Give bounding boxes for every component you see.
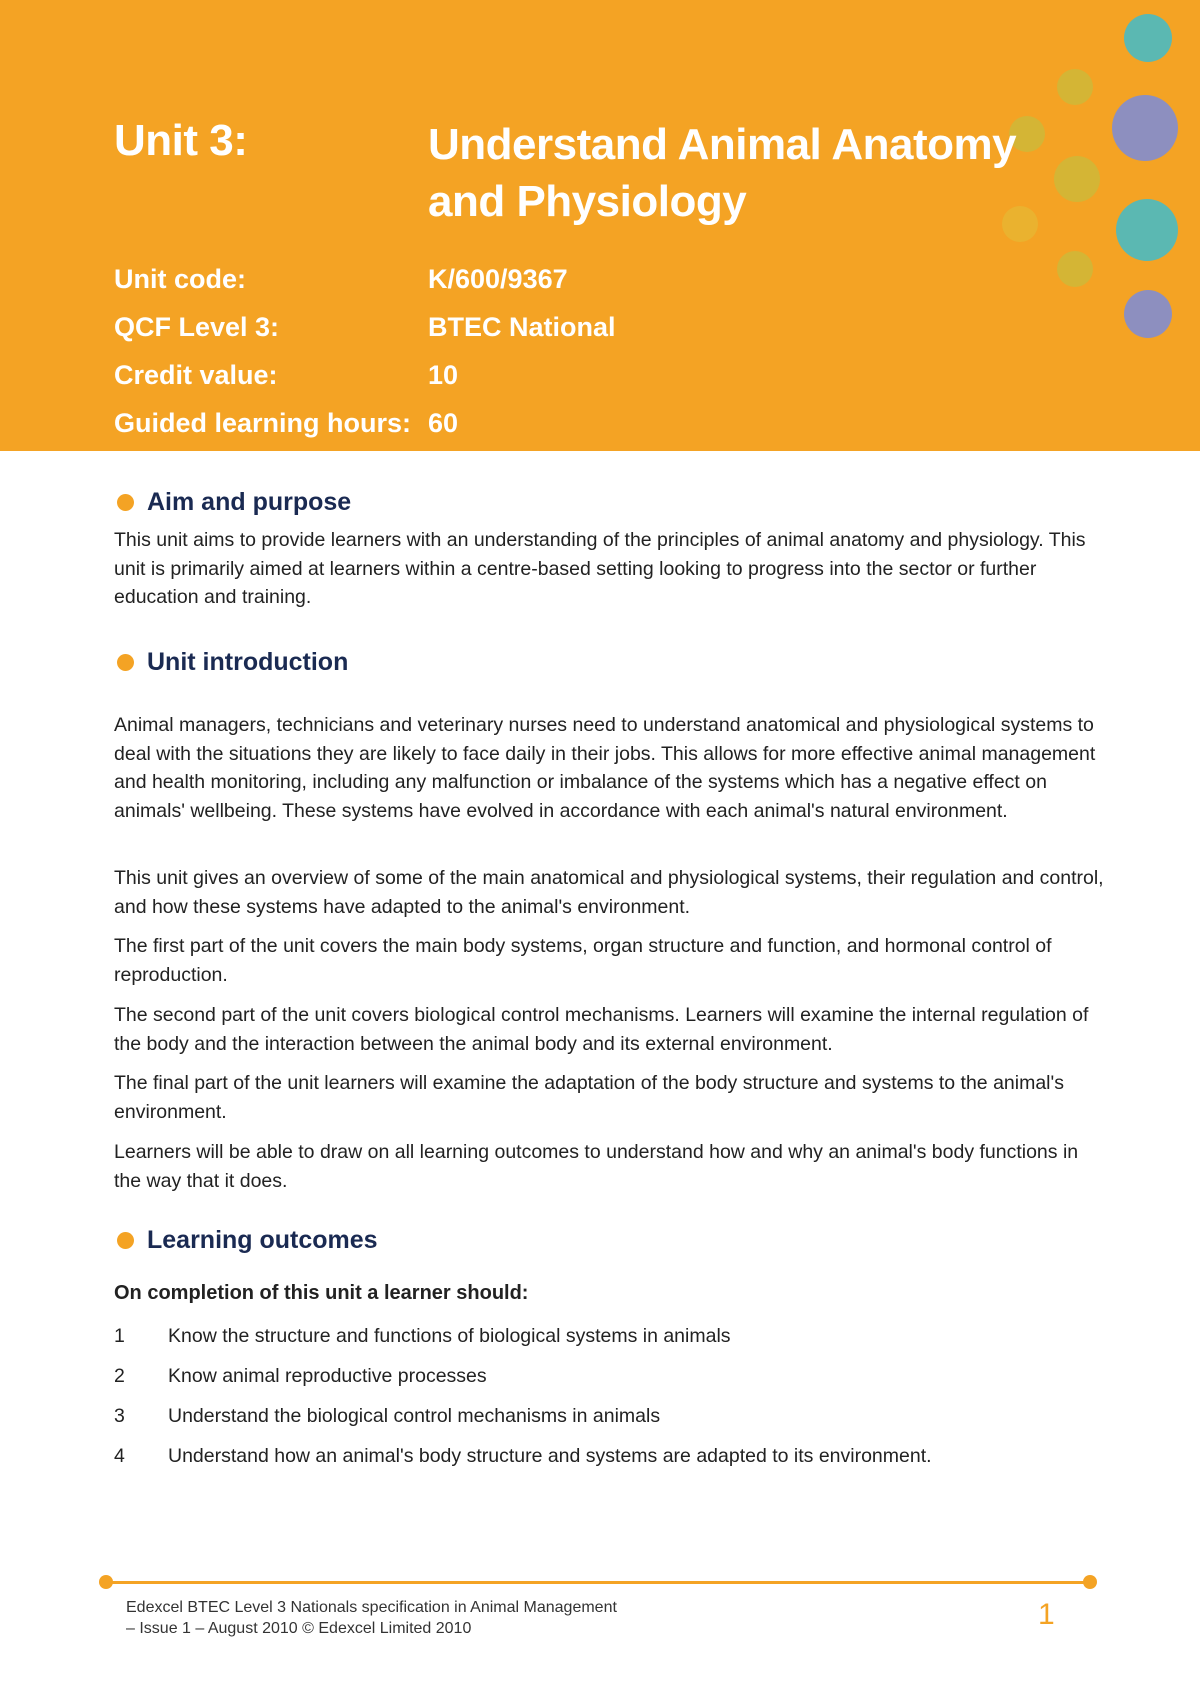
outcome-text: Know the structure and functions of biological systems in animals bbox=[168, 1325, 731, 1347]
bullet-icon bbox=[117, 654, 134, 671]
intro-paragraph: Learners will be able to draw on all learning outcomes to understand how and why an animal's body functions in the way that it does. bbox=[114, 1141, 1079, 1192]
footer-rule bbox=[106, 1581, 1090, 1584]
bullet-icon bbox=[117, 1232, 134, 1249]
decorative-dot bbox=[1112, 95, 1178, 161]
section-heading-outcomes bbox=[117, 1226, 378, 1255]
aim-paragraph: This unit aims to provide learners with an understanding of the principles of animal anatomy and physiology. This unit is primarily aimed at learners within a centre-based setting looking to progress into the sector or further education and training. bbox=[114, 529, 1086, 608]
decorative-dot bbox=[1057, 69, 1093, 105]
meta-key: QCF Level 3: bbox=[114, 312, 280, 342]
decorative-dot bbox=[1057, 251, 1093, 287]
header-banner bbox=[0, 0, 1200, 451]
section-heading-aim bbox=[117, 488, 351, 517]
meta-value: 60 bbox=[428, 408, 459, 438]
outcome-number: 3 bbox=[114, 1405, 125, 1427]
outcome-item bbox=[114, 1445, 1104, 1475]
outcomes-lead: On completion of this unit a learner should: bbox=[114, 1282, 529, 1304]
unit-title-line: Understand Animal Anatomy bbox=[428, 120, 1017, 169]
intro-paragraph: The first part of the unit covers the main body systems, organ structure and function, and hormonal control of reproduction. bbox=[114, 935, 1052, 986]
unit-number: Unit 3: bbox=[114, 116, 248, 165]
meta-value: BTEC National bbox=[428, 312, 616, 342]
meta-key: Guided learning hours: bbox=[114, 408, 412, 438]
unit-title bbox=[428, 116, 1108, 230]
decorative-dot bbox=[1116, 199, 1178, 261]
outcome-text: Understand how an animal's body structure and systems are adapted to its environment. bbox=[168, 1445, 932, 1467]
intro-paragraph: The final part of the unit learners will examine the adaptation of the body structure and systems to the animal's environment. bbox=[114, 1072, 1064, 1123]
unit-title-line: and Physiology bbox=[428, 177, 747, 226]
outcome-text: Understand the biological control mechanisms in animals bbox=[168, 1405, 661, 1427]
outcome-number: 2 bbox=[114, 1365, 125, 1387]
decorative-dot bbox=[1124, 290, 1172, 338]
footer-publication-line: Edexcel BTEC Level 3 Nationals specification in Animal Management bbox=[126, 1599, 617, 1616]
meta-value: 10 bbox=[428, 360, 459, 390]
meta-key: Unit code: bbox=[114, 264, 246, 294]
meta-value: K/600/9367 bbox=[428, 264, 568, 294]
outcome-item bbox=[114, 1325, 1104, 1355]
bullet-icon bbox=[117, 494, 134, 511]
decorative-dot bbox=[1124, 14, 1172, 62]
outcome-number: 4 bbox=[114, 1445, 125, 1467]
intro-paragraph: Animal managers, technicians and veterinary nurses need to understand anatomical and physiological systems to deal with the situations they are likely to face daily in their jobs. This allows for more effective animal management and health monitoring, including any malfunction or imbalance of the systems which has a negative effect on animals' wellbeing. These systems have evolved in accordance with each animal's natural environment. bbox=[114, 714, 1096, 822]
intro-paragraph: The second part of the unit covers biological control mechanisms. Learners will examine the internal regulation of the body and the interaction between the animal body and its external environment. bbox=[114, 1004, 1089, 1055]
section-heading-text: Learning outcomes bbox=[147, 1226, 378, 1254]
footer-rule-end-dot bbox=[1083, 1575, 1097, 1589]
outcome-item bbox=[114, 1365, 1104, 1395]
section-heading-text: Aim and purpose bbox=[147, 488, 352, 516]
section-heading-text: Unit introduction bbox=[147, 648, 349, 676]
footer-issue-line: – Issue 1 – August 2010 © Edexcel Limited 2010 bbox=[126, 1620, 472, 1637]
meta-key: Credit value: bbox=[114, 360, 278, 390]
outcome-text: Know animal reproductive processes bbox=[168, 1365, 487, 1387]
section-heading-intro bbox=[117, 648, 348, 677]
footer-rule-end-dot bbox=[99, 1575, 113, 1589]
page-number: 1 bbox=[1038, 1598, 1055, 1631]
outcome-item bbox=[114, 1405, 1104, 1435]
intro-paragraph: This unit gives an overview of some of the main anatomical and physiological systems, their regulation and control, and how these systems have adapted to the animal's environment. bbox=[114, 867, 1104, 918]
outcome-number: 1 bbox=[114, 1325, 125, 1347]
